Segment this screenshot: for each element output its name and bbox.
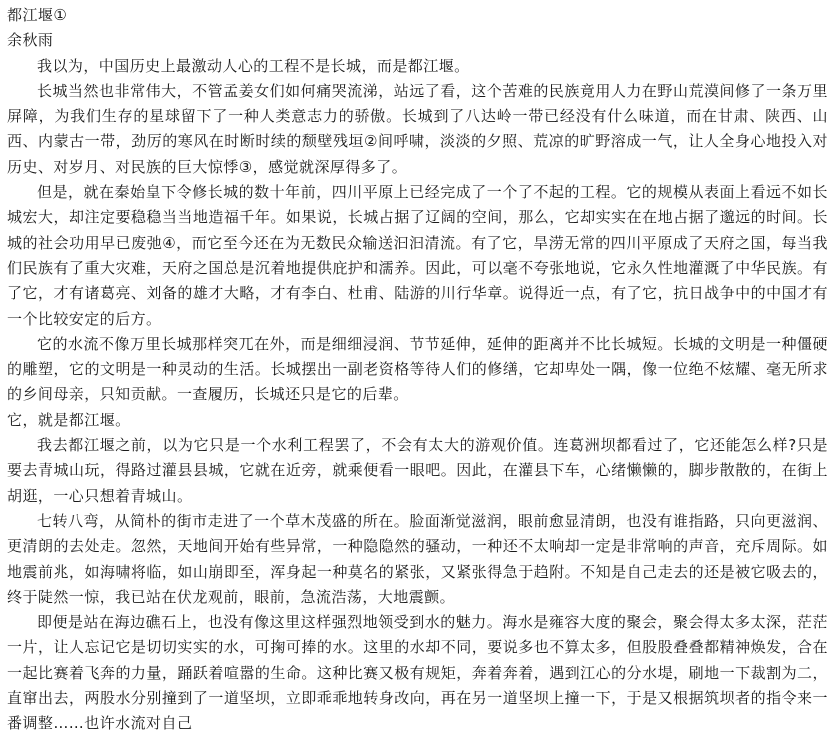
paragraph-5: 它，就是都江堰。 (7, 410, 131, 429)
paragraph-6: 我去都江堰之前，以为它只是一个水利工程罢了，不会有太大的游观价值。连葛洲坝都看过了，它还能怎么样?只是要去青城山玩，得路过灌县县城，它就在近旁，就乘便看一眼吧。因此，在灌县下车，心绪懒懒的，脚步散散的，在街上胡逛，一心只想着青城山。 (7, 436, 828, 505)
paragraph-4: 它的水流不像万里长城那样突兀在外，而是细细浸润、节节延伸，延伸的距离并不比长城短。长城的文明是一种僵硬的雕塑，它的文明是一种灵动的生活。长城摆出一副老资格等待人们的修缮，它却卑处一隅，像一位绝不炫耀、毫无所求的乡间母亲，只知贡献。一查履历，长城还只是它的后辈。 (7, 334, 828, 404)
paragraph-2: 长城当然也非常伟大，不管孟姜女们如何痛哭流涕，站远了看，这个苦难的民族竟用人力在野山荒漠间修了一条万里屏障，为我们生存的星球留下了一种人类意志力的骄傲。长城到了八达岭一带已经没有什么味道，而在甘肃、陕西、山西、内蒙古一带，劲厉的寒风在时断时续的颓壁残垣②间呼啸，淡淡的夕照、荒凉的旷野溶成一气，让人全身心地投入对历史、对岁月、对民族的巨大惊悸③，感觉就深厚得多了。 (7, 81, 828, 176)
paragraph-1: 我以为，中国历史上最激动人心的工程不是长城，而是都江堰。 (37, 56, 470, 75)
paragraph-3: 但是，就在秦始皇下令修长城的数十年前，四川平原上已经完成了一个了不起的工程。它的规模从表面上看远不如长城宏大，却注定要稳稳当当地造福千年。如果说，长城占据了辽阔的空间，那么，它却实实在在地占据了邈远的时间。长城的社会功用早已废弛④，而它至今还在为无数民众输送汩汩清流。有了它，旱涝无常的四川平原成了天府之国，每当我们民族有了重大灾难，天府之国总是沉着地提供庇护和濡养。因此，可以毫不夸张地说，它永久性地灌溉了中华民族。有了它，才有诸葛亮、刘备的雄才大略，才有李白、杜甫、陆游的川行华章。说得近一点，有了它，抗日战争中的中国才有一个比较安定的后方。 (7, 183, 828, 328)
article-title: 都江堰① (7, 6, 68, 24)
article-author: 余秋雨 (7, 31, 54, 50)
paragraph-8: 即便是站在海边礁石上，也没有像这里这样强烈地领受到水的魅力。海水是雍容大度的聚会，聚会得太多太深，茫茫一片，让人忘记它是切切实实的水，可掬可捧的水。这里的水却不同，要说多也不算太多，但股股叠叠都精神焕发，合在一起比赛着飞奔的力量，踊跃着喧嚣的生命。这种比赛又极有规矩，奔着奔着，遇到江心的分水堤，刷地一下裁割为二，直窜出去，两股水分别撞到了一道坚坝，立即乖乖地转身改向，再在另一道坚坝上撞一下，于是又根据筑坝者的指令来一番调整……也许水流对自己 (7, 613, 828, 733)
paragraph-7: 七转八弯，从简朴的街市走进了一个草木茂盛的所在。脸面渐觉滋润，眼前愈显清朗，也没有谁指路，只向更滋润、更清朗的去处走。忽然，天地间开始有些异常，一种隐隐然的骚动，一种还不太响却一定是非常响的声音，充斥周际。如地震前兆，如海啸将临，如山崩即至，浑身起一种莫名的紧张，又紧张得急于趋附。不知是自己走去的还是被它吸去的，终于陡然一惊，我已站在伏龙观前，眼前，急流浩荡，大地震颤。 (7, 511, 828, 606)
